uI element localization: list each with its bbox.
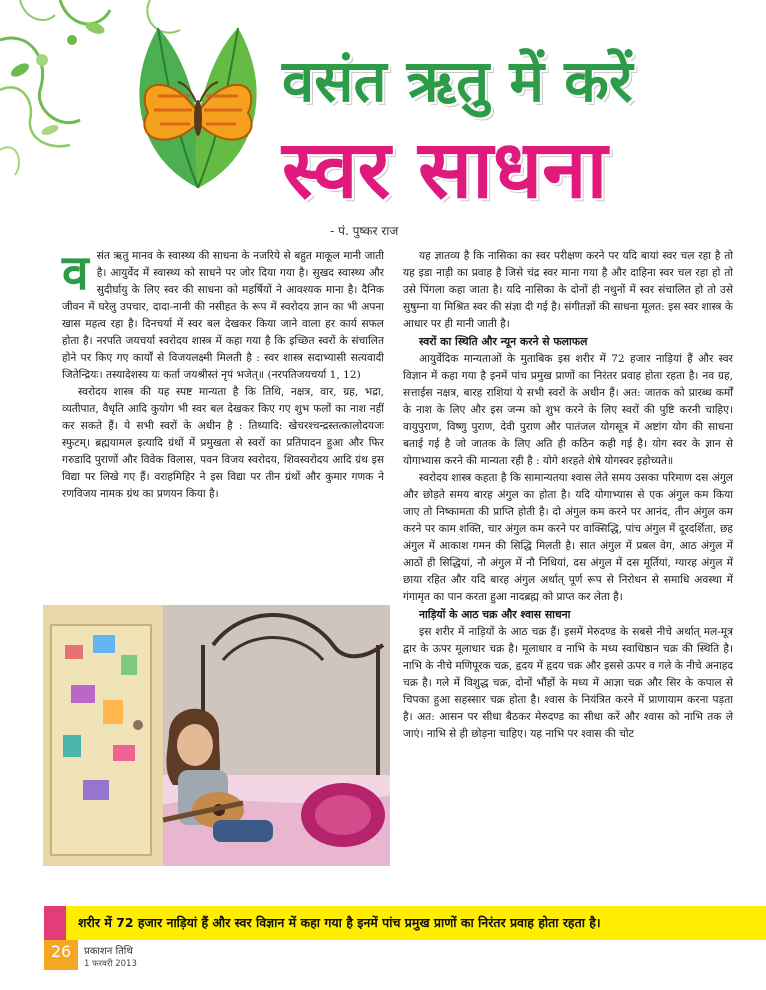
headline-line-2: स्वर साधना xyxy=(282,123,608,216)
publication-date: 1 फरवरी 2013 xyxy=(84,959,137,969)
publication-label: प्रकाशन तिथि xyxy=(84,946,133,957)
butterfly-logo-icon xyxy=(118,18,278,193)
body-paragraph: स्वरोदय शास्त्र की यह स्पष्ट मान्यता है कि तिथि, नक्षत्र, वार, ग्रह, भद्रा, व्यतीपात, वैधृति आदि कुयोग भी स्वर बल देखकर किए गए शुभ फलों का नाश नहीं कर सकते हैं। ये सभी स्वरों के अधीन है : तिथ्यादि: खेचरश्चन्द्रस्तत्कालोदयजः स्फुटम्। ब्रह्मयामल इत्यादि ग्रंथों में प्रमुखता से स्वरों का प्रतिपादन हुआ और फिर गरुडादि पुराणों और विवेक विलास, पवन विजय स्वरोदय, शिवस्वरोदय आदि ग्रंथ इस विद्या पर लिखे गए हैं। वराहमिहिर ने इस विद्या पर तीन ग्रंथों और कुमार गणक ने रणविजय नामक ग्रंथ का प्रणयन किया है। xyxy=(62,386,384,500)
author-byline: - पं. पुष्कर राज xyxy=(330,224,399,238)
body-paragraph: स्वरोदय शास्त्र कहता है कि सामान्यतया श्वास लेते समय उसका परिमाण दस अंगुल और छोड़ते समय बारह अंगुल का होता है। यदि योगाभ्यास से एक अंगुल कम किया जाए तो निष्कामता की प्राप्ति होती है। दो अंगुल कम करने पर आनंद, तीन अंगुल कम करने पर काम शक्ति, चार अंगुल कम करने पर वाक्सिद्धि, पांच अंगुल में दूरदर्शिता, छह अंगुल में आकाश गमन की सिद्धि मिलती है। सात अंगुल में प्रबल वेग, आठ अंगुल में आठों ही सिद्धियां, नौ अंगुल में नौ निधियां, दस अंगुल में दस मूर्तियां, ग्यारह अंगुल में छाया रहित और यदि बारह अंगुल अर्थात् पूर्ण रूप से निरोधन से समाधि अवस्था में गंगामृत का पान करता हुआ नादब्रह्म को प्राप्त कर लेता है। xyxy=(403,472,733,603)
page-number: 26 xyxy=(50,942,72,961)
pull-quote-banner xyxy=(44,906,766,940)
banner-accent xyxy=(44,906,66,940)
pull-quote-text: शरीर में 72 हजार नाड़ियां हैं और स्वर विज्ञान में कहा गया है इनमें पांच प्रमुख प्राणों का निरंतर प्रवाह होता रहता है। xyxy=(78,915,601,930)
body-paragraph: आयुर्वेदिक मान्यताओं के मुताबिक इस शरीर में 72 हजार नाड़ियां हैं और स्वर विज्ञान में कहा गया है इनमें पांच प्रमुख प्राणों का निरंतर प्रवाह होता रहता है। नव ग्रह, सत्ताईस नक्षत्र, बारह राशियां ये सभी स्वरों के अधीन हैं। अत: जातक को प्रारब्ध कर्मों के नाश के लिए और इस जन्म को शुभ करने के लिए स्वरों की पुष्टि करनी चाहिए। वायुपुराण, विष्णु पुराण, देवी पुराण और पातंजल योगसूत्र में अष्टांग योग की साधना बताई गई है जो जातक के लिए अति ही कठिन कही गई है। योग स्वर के ज्ञान से योगाभ्यास करने की मान्यता रही है : योगे शरहते शेषे योगस्वर इहोच्यते॥ xyxy=(403,353,733,467)
intro-paragraph xyxy=(62,245,384,384)
body-paragraph: यह ज्ञातव्य है कि नासिका का स्वर परीक्षण करने पर यदि बायां स्वर चल रहा है तो यह इडा नाड़ी का प्रवाह है जिसे चंद्र स्वर माना गया है और दाहिना स्वर चल रहा हो तो उसे पिंगला कहा जाता है। यदि नासिका के दोनों ही नथुनों में स्वर संचालित हो तो उसे सुषुम्ना या मिश्रित स्वर की संज्ञा दी गई है। संगीतज्ञों की साधना मूलत: इस स्वर शास्त्र के आधार पर ही मानी जाती है। xyxy=(403,250,733,330)
section-heading: स्वरों का स्थिति और न्यून करने से फलाफल xyxy=(419,335,588,348)
body-paragraph: इस शरीर में नाड़ियों के आठ चक्र हैं। इसमें मेरुदण्ड के सबसे नीचे अर्थात् मल-मूत्र द्वार के ऊपर मूलाधार चक्र है। मूलाधार व नाभि के मध्य स्वाधिष्ठान चक्र की स्थिति है। नाभि के नीचे मणिपूरक चक्र, हृदय में हृदय चक्र और इससे ऊपर व गले के नीचे अनाहद चक्र है। गले में विशुद्ध चक्र, दोनों भौंहों के मध्य में आज्ञा चक्र और सिर के कपाल से चिपका हुआ सहस्सार चक्र होता है। श्वास के नियंत्रित करने में प्राणायाम करना पड़ता है। अत: आसन पर सीधा बैठकर मेरुदण्ड का सीधा करें और श्वास को नाभि तक ले जाएं। नाभि से ही छोड़ना चाहिए। यह नाभि पर श्वास की चोट xyxy=(403,626,733,740)
girl-with-guitar-photo xyxy=(43,605,390,866)
right-column xyxy=(403,248,733,743)
left-column xyxy=(62,245,384,503)
drop-cap: व xyxy=(62,245,89,301)
intro-text: संत ऋतु मानव के स्वास्थ्य की साधना के नजरिये से बहुत माकूल मानी जाती है। आयुर्वेद में स्वास्थ्य को साधने पर जोर दिया गया है। सुखद स्वास्थ्य और सुदीर्घायु के लिए स्वर की साधना को महर्षियों ने आवश्यक माना है। दैनिक जीवन में घरेलु उपचार, दादा-नानी की नसीहत के रूप में स्वरोदय ज्ञान का भी अपना खास महत्व रहा है। दिनचर्या में स्वर बल देखकर किया जाने वाला हर कार्य सफल होता है। नरपति जयचर्या स्वरोदय शास्त्र में कहा गया है कि इच्छित स्वरों के संचालित होने पर किए गए कार्यों से विजयलक्ष्मी मिलती है : स्वर शास्त्र सदाभ्यासी सत्यवादी जितेन्द्रियः। तस्यादेशस्य यः कर्ता जयश्रीस्तं नृपं भजेत्॥ (नरपतिजयचर्या 1, 12) xyxy=(62,250,384,381)
headline-line-1: वसंत ऋतु में करें xyxy=(282,47,633,115)
section-heading: नाड़ियों के आठ चक्र और श्वास साधना xyxy=(419,608,571,621)
